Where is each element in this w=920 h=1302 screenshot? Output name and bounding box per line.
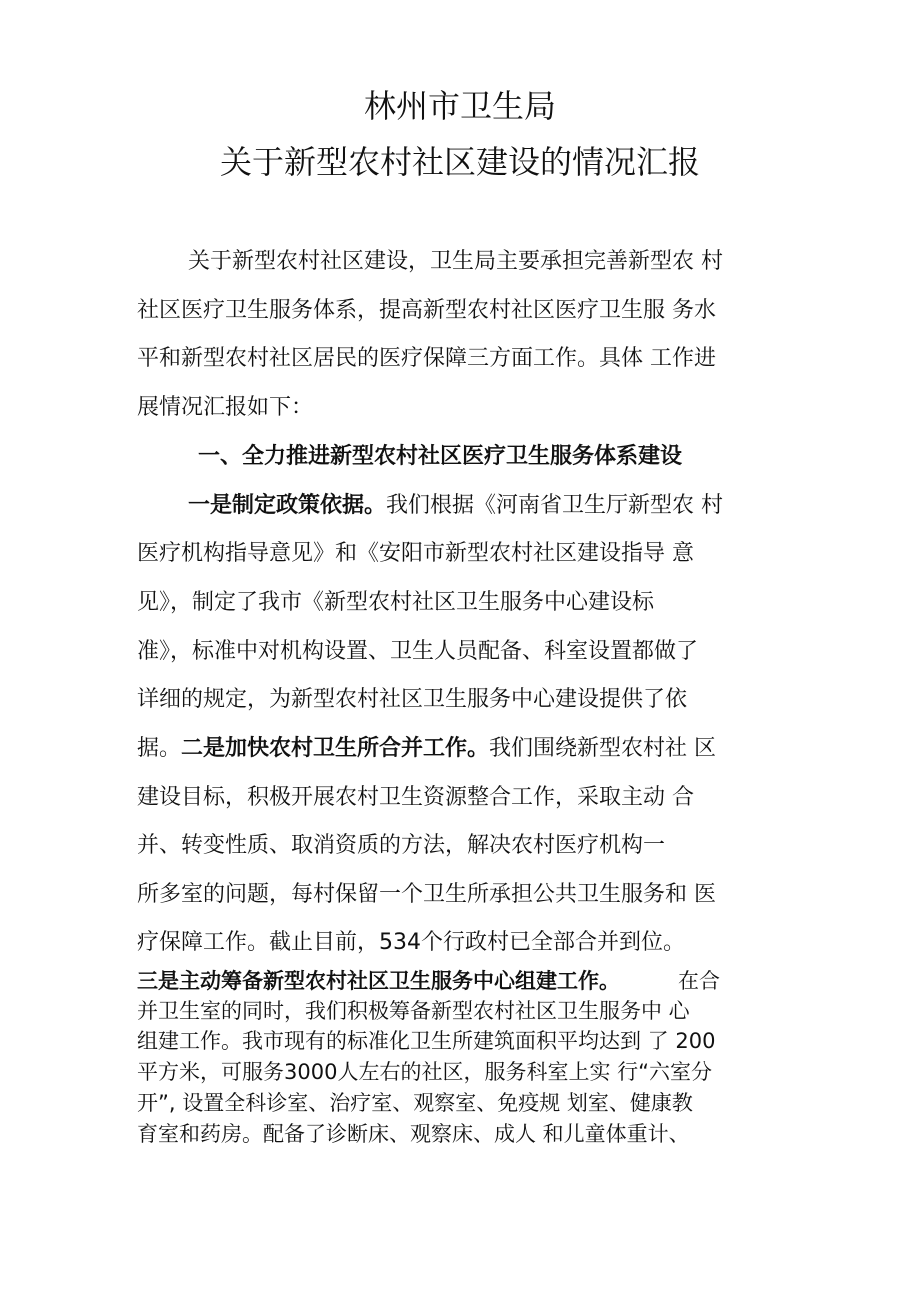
- p2-start: 据。: [137, 736, 182, 761]
- intro-line-4: 展情况汇报如下：: [137, 395, 314, 420]
- p2-line-1-rest: 我们围绕新型农村社 区: [489, 736, 717, 761]
- intro-line-2: 社区医疗卫生服务体系，提高新型农村社区医疗卫生服 务水: [137, 298, 716, 323]
- p3-line-5: 开”, 设置全科诊室、治疗室、观察室、免疫规 划室、健康教: [137, 1091, 693, 1115]
- p3-bold-lead: 三是主动筹备新型农村社区卫生服务中心组建工作。: [137, 969, 620, 993]
- p2-bold-lead: 二是加快农村卫生所合并工作。: [181, 736, 490, 761]
- p3-line-1: [137, 967, 720, 995]
- p1-line-2: 医疗机构指导意见》和《安阳市新型农村社区建设指导 意: [137, 541, 694, 566]
- p3-line-4: 平方米，可服务3000人左右的社区，服务科室上实 行“六室分: [137, 1060, 712, 1084]
- p3-line-3: 组建工作。我市现有的标准化卫生所建筑面积平均达到 了 200: [137, 1029, 716, 1053]
- p1-line-1-rest: 我们根据《河南省卫生厅新型农 村: [386, 493, 724, 518]
- intro-line-3: 平和新型农村社区居民的医疗保障三方面工作。具体 工作进: [137, 346, 716, 371]
- p1-line-1: [188, 491, 723, 521]
- p2-line-2: 建设目标，积极开展农村卫生资源整合工作，采取主动 合: [137, 785, 694, 810]
- section1-heading: 一、全力推进新型农村社区医疗卫生服务体系建设: [198, 444, 683, 469]
- p1-line-5: 详细的规定，为新型农村社区卫生服务中心建设提供了依: [137, 687, 688, 712]
- p3-line-2: 并卫生室的同时，我们积极筹备新型农村社区卫生服务中 心: [137, 999, 690, 1023]
- p1-line-4: 准》，标准中对机构设置、卫生人员配备、科室设置都做了: [137, 639, 699, 664]
- p1-line-3: 见》，制定了我市《新型农村社区卫生服务中心建设标: [137, 590, 655, 615]
- doc-title-line1: 林州市卫生局: [363, 87, 556, 125]
- p2-line-5: 疗保障工作。截止目前，534个行政村已全部合并到位。: [137, 930, 685, 955]
- p2-line-1: [137, 734, 716, 764]
- p3-line-1-rest: 在合: [678, 969, 720, 993]
- intro-line-1: 关于新型农村社区建设，卫生局主要承担完善新型农 村: [188, 249, 723, 274]
- p3-line-6: 育室和药房。配备了诊断床、观察床、成人 和儿童体重计、: [137, 1122, 690, 1146]
- p2-line-4: 所多室的问题，每村保留一个卫生所承担公共卫生服务和 医: [137, 882, 716, 907]
- p1-bold-lead: 一是制定政策依据。: [188, 493, 387, 518]
- doc-title-line2: 关于新型农村社区建设的情况汇报: [219, 143, 700, 181]
- p2-line-3: 并、转变性质、取消资质的方法，解决农村医疗机构一: [137, 833, 666, 858]
